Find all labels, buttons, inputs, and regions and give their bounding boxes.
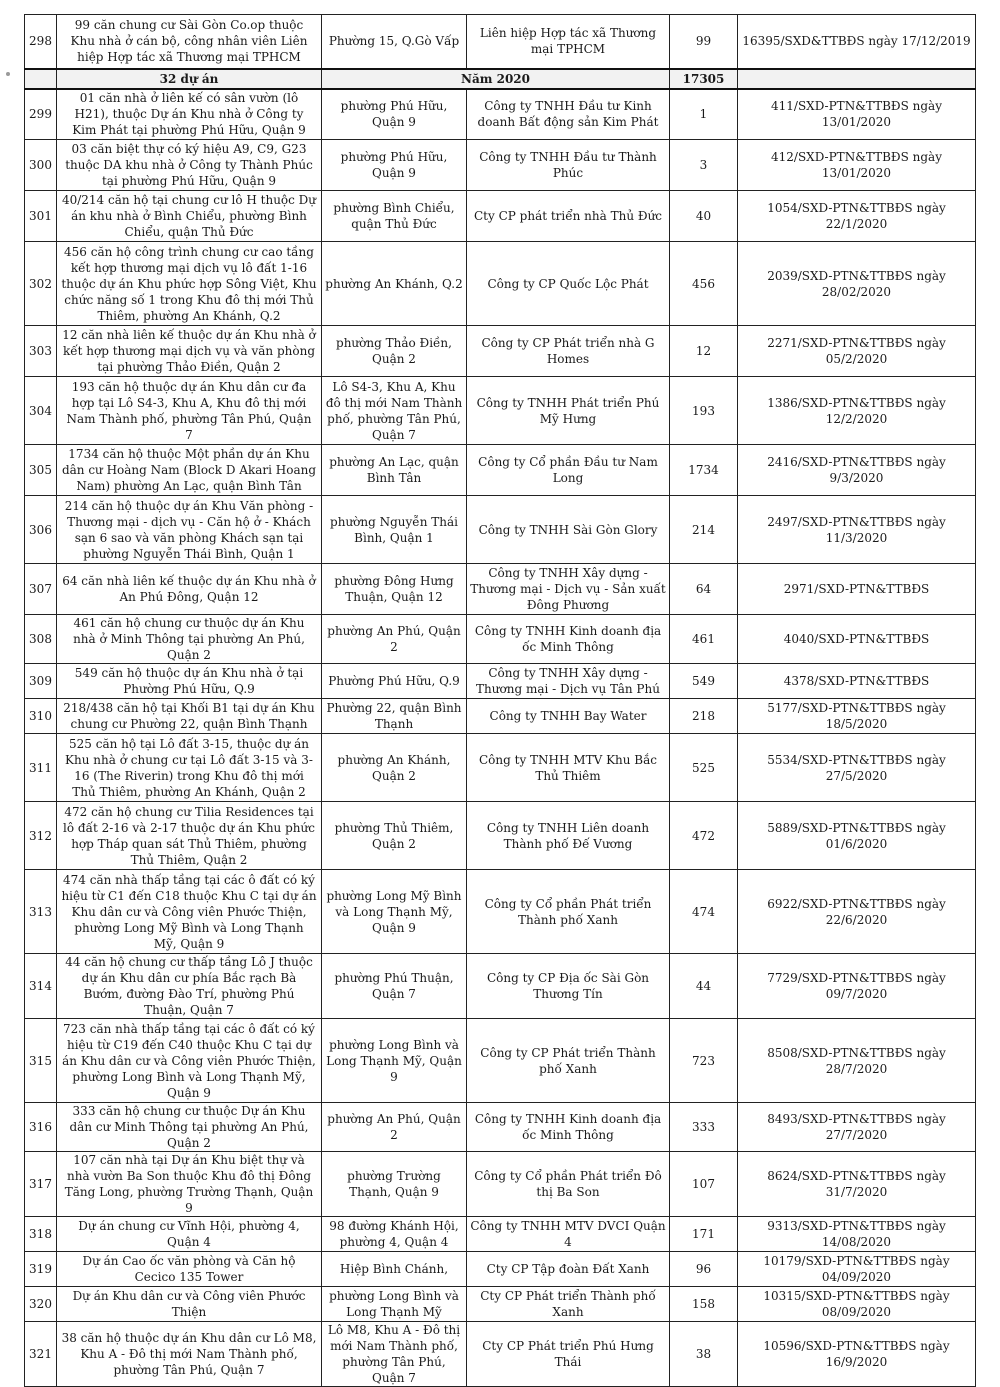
project-description: 472 căn hộ chung cư Tilia Residences tại lô đất 2-16 và 2-17 thuộc dự án Khu phức hợp Tháp quan sát Thủ Thiêm, phường Thủ Thiêm, Quận 2 — [57, 802, 322, 870]
table-row — [25, 1152, 976, 1217]
row-number: 303 — [25, 326, 57, 377]
table-row — [25, 140, 976, 191]
project-description: 461 căn hộ chung cư thuộc dự án Khu nhà ở Minh Thông tại phường An Phú, Quận 2 — [57, 615, 322, 664]
table-row — [25, 445, 976, 496]
project-location: phường Phú Thuận, Quận 7 — [322, 954, 467, 1019]
project-investor: Công ty CP Địa ốc Sài Gòn Thương Tín — [467, 954, 670, 1019]
approval-document: 10179/SXD-PTN&TTBĐS ngày 04/09/2020 — [738, 1252, 976, 1287]
row-number: 304 — [25, 377, 57, 445]
project-investor: Công ty TNHH Đầu tư Thành Phúc — [467, 140, 670, 191]
table-row — [25, 15, 976, 69]
table-row — [25, 870, 976, 954]
project-location: phường An Phú, Quận 2 — [322, 1103, 467, 1152]
project-investor: Công ty TNHH Kinh doanh địa ốc Minh Thông — [467, 1103, 670, 1152]
project-location: phường An Khánh, Q.2 — [322, 242, 467, 326]
project-description: 38 căn hộ thuộc dự án Khu dân cư Lô M8, Khu A - Đô thị mới Nam Thành phố, phường Tân Phú, Quận 7 — [57, 1322, 322, 1387]
unit-count: 12 — [670, 326, 738, 377]
table-row — [25, 191, 976, 242]
project-location: Lô M8, Khu A - Đô thị mới Nam Thành phố, phường Tân Phú, Quận 7 — [322, 1322, 467, 1387]
project-description: Dự án Cao ốc văn phòng và Căn hộ Cecico 135 Tower — [57, 1252, 322, 1287]
unit-count: 40 — [670, 191, 738, 242]
project-description: 723 căn nhà thấp tầng tại các ô đất có ký hiệu từ C19 đến C40 thuộc Khu C tại dự án Khu dân cư và Công viên Phước Thiện, phường Long Bình và Long Thạnh Mỹ, Quận 9 — [57, 1019, 322, 1103]
project-table — [24, 14, 976, 1387]
table-row — [25, 496, 976, 564]
table-row — [25, 699, 976, 734]
table-row — [25, 802, 976, 870]
group-total-units: 17305 — [670, 69, 738, 89]
project-investor: Công ty TNHH Bay Water — [467, 699, 670, 734]
project-description: 214 căn hộ thuộc dự án Khu Văn phòng - Thương mại - dịch vụ - Căn hộ ở - Khách sạn 6 sao và văn phòng Khách sạn tại phường Nguyễn Thái Bình, Quận 1 — [57, 496, 322, 564]
project-description: 64 căn nhà liên kế thuộc dự án Khu nhà ở An Phú Đông, Quận 12 — [57, 564, 322, 615]
table-row — [25, 89, 976, 140]
approval-document: 1386/SXD-PTN&TTBĐS ngày 12/2/2020 — [738, 377, 976, 445]
project-description: 333 căn hộ chung cư thuộc Dự án Khu dân cư Minh Thông tại phường An Phú, Quận 2 — [57, 1103, 322, 1152]
project-investor: Công ty CP Quốc Lộc Phát — [467, 242, 670, 326]
approval-document: 7729/SXD-PTN&TTBĐS ngày 09/7/2020 — [738, 954, 976, 1019]
unit-count: 44 — [670, 954, 738, 1019]
approval-document: 2971/SXD-PTN&TTBĐS — [738, 564, 976, 615]
approval-document: 2416/SXD-PTN&TTBĐS ngày 9/3/2020 — [738, 445, 976, 496]
project-investor: Liên hiệp Hợp tác xã Thương mại TPHCM — [467, 15, 670, 69]
row-number: 311 — [25, 734, 57, 802]
project-description: 549 căn hộ thuộc dự án Khu nhà ở tại Phường Phú Hữu, Q.9 — [57, 664, 322, 699]
unit-count: 214 — [670, 496, 738, 564]
scan-speck — [6, 72, 10, 76]
table-body — [25, 15, 976, 1387]
project-location: phường An Lạc, quận Bình Tân — [322, 445, 467, 496]
row-number: 299 — [25, 89, 57, 140]
approval-document: 2497/SXD-PTN&TTBĐS ngày 11/3/2020 — [738, 496, 976, 564]
unit-count: 3 — [670, 140, 738, 191]
project-investor: Công ty Cổ phần Phát triển Đô thị Ba Son — [467, 1152, 670, 1217]
unit-count: 333 — [670, 1103, 738, 1152]
project-investor: Công ty TNHH Xây dựng - Thương mại - Dịch vụ - Sản xuất Đông Phương — [467, 564, 670, 615]
approval-document: 2271/SXD-PTN&TTBĐS ngày 05/2/2020 — [738, 326, 976, 377]
approval-document: 8624/SXD-PTN&TTBĐS ngày 31/7/2020 — [738, 1152, 976, 1217]
row-number: 319 — [25, 1252, 57, 1287]
unit-count: 193 — [670, 377, 738, 445]
unit-count: 158 — [670, 1287, 738, 1322]
unit-count: 549 — [670, 664, 738, 699]
table-row — [25, 664, 976, 699]
project-description: 40/214 căn hộ tại chung cư lô H thuộc Dự án khu nhà ở Bình Chiểu, phường Bình Chiểu, quận Thủ Đức — [57, 191, 322, 242]
project-location: phường An Khánh, Quận 2 — [322, 734, 467, 802]
project-location: Lô S4-3, Khu A, Khu đô thị mới Nam Thành phố, phường Tân Phú, Quận 7 — [322, 377, 467, 445]
approval-document: 4040/SXD-PTN&TTBĐS — [738, 615, 976, 664]
unit-count: 38 — [670, 1322, 738, 1387]
row-number: 316 — [25, 1103, 57, 1152]
table-row — [25, 564, 976, 615]
project-investor: Công ty TNHH Phát triển Phú Mỹ Hưng — [467, 377, 670, 445]
project-investor: Công ty TNHH Xây dựng - Thương mại - Dịch vụ Tân Phú — [467, 664, 670, 699]
project-investor: Cty CP Phát triển Thành phố Xanh — [467, 1287, 670, 1322]
unit-count: 474 — [670, 870, 738, 954]
project-location: 98 đường Khánh Hội, phường 4, Quận 4 — [322, 1217, 467, 1252]
approval-document: 412/SXD-PTN&TTBĐS ngày 13/01/2020 — [738, 140, 976, 191]
row-number: 314 — [25, 954, 57, 1019]
row-number: 313 — [25, 870, 57, 954]
project-location: phường Long Bình và Long Thạnh Mỹ — [322, 1287, 467, 1322]
table-row — [25, 954, 976, 1019]
unit-count: 171 — [670, 1217, 738, 1252]
project-description: 474 căn nhà thấp tầng tại các ô đất có ký hiệu từ C1 đến C18 thuộc Khu C tại dự án Khu dân cư và Công viên Phước Thiện, phường Long Mỹ Bình và Long Thạnh Mỹ, Quận 9 — [57, 870, 322, 954]
row-number: 305 — [25, 445, 57, 496]
unit-count: 218 — [670, 699, 738, 734]
row-number: 309 — [25, 664, 57, 699]
project-investor: Công ty TNHH Đầu tư Kinh doanh Bất động sản Kim Phát — [467, 89, 670, 140]
unit-count: 472 — [670, 802, 738, 870]
approval-document: 2039/SXD-PTN&TTBĐS ngày 28/02/2020 — [738, 242, 976, 326]
table-row — [25, 242, 976, 326]
row-number: 315 — [25, 1019, 57, 1103]
row-number: 310 — [25, 699, 57, 734]
approval-document: 8508/SXD-PTN&TTBĐS ngày 28/7/2020 — [738, 1019, 976, 1103]
project-description: 44 căn hộ chung cư thấp tầng Lô J thuộc dự án Khu dân cư phía Bắc rạch Bà Bướm, đường Đào Trí, phường Phú Thuận, Quận 7 — [57, 954, 322, 1019]
row-number: 306 — [25, 496, 57, 564]
project-description: 525 căn hộ tại Lô đất 3-15, thuộc dự án Khu nhà ở chung cư tại Lô đất 3-15 và 3-16 (The Riverin) trong Khu đô thị mới Thủ Thiêm, phường An Khánh, Quận 2 — [57, 734, 322, 802]
project-description: 12 căn nhà liên kế thuộc dự án Khu nhà ở kết hợp thương mại dịch vụ và văn phòng tại phường Thảo Điền, Quận 2 — [57, 326, 322, 377]
row-number: 298 — [25, 15, 57, 69]
project-description: 456 căn hộ công trình chung cư cao tầng kết hợp thương mại dịch vụ lô đất 1-16 thuộc dự án Khu phức hợp Sông Việt, Khu chức năng số 1 trong Khu đô thị mới Thủ Thiêm, phường An Khánh, Q.2 — [57, 242, 322, 326]
row-number: 302 — [25, 242, 57, 326]
approval-document: 1054/SXD-PTN&TTBĐS ngày 22/1/2020 — [738, 191, 976, 242]
approval-document: 5889/SXD-PTN&TTBĐS ngày 01/6/2020 — [738, 802, 976, 870]
project-investor: Công ty TNHH Sài Gòn Glory — [467, 496, 670, 564]
project-description: 107 căn nhà tại Dự án Khu biệt thự và nhà vườn Ba Son thuộc Khu đô thị Đông Tăng Long, phường Trường Thạnh, Quận 9 — [57, 1152, 322, 1217]
project-location: Phường 22, quận Bình Thạnh — [322, 699, 467, 734]
group-year: Năm 2020 — [322, 69, 670, 89]
project-investor: Công ty Cổ phần Phát triển Thành phố Xanh — [467, 870, 670, 954]
project-location: phường An Phú, Quận 2 — [322, 615, 467, 664]
row-number: 308 — [25, 615, 57, 664]
unit-count: 99 — [670, 15, 738, 69]
project-location: phường Phú Hữu, Quận 9 — [322, 89, 467, 140]
project-description: 193 căn hộ thuộc dự án Khu dân cư đa hợp tại Lô S4-3, Khu A, Khu đô thị mới Nam Thành phố, phường Tân Phú, Quận 7 — [57, 377, 322, 445]
row-number: 317 — [25, 1152, 57, 1217]
project-description: 01 căn nhà ở liên kế có sân vườn (lô H21), thuộc Dự án Khu nhà ở Công ty Kim Phát tại phường Phú Hữu, Quận 9 — [57, 89, 322, 140]
table-row — [25, 377, 976, 445]
approval-document: 5177/SXD-PTN&TTBĐS ngày 18/5/2020 — [738, 699, 976, 734]
project-location: phường Phú Hữu, Quận 9 — [322, 140, 467, 191]
project-location: phường Nguyễn Thái Bình, Quận 1 — [322, 496, 467, 564]
approval-document: 9313/SXD-PTN&TTBĐS ngày 14/08/2020 — [738, 1217, 976, 1252]
project-description: Dự án Khu dân cư và Công viên Phước Thiện — [57, 1287, 322, 1322]
unit-count: 723 — [670, 1019, 738, 1103]
table-row — [25, 1103, 976, 1152]
row-number: 318 — [25, 1217, 57, 1252]
project-description: 99 căn chung cư Sài Gòn Co.op thuộc Khu nhà ở cán bộ, công nhân viên Liên hiệp Hợp tác xã Thương mại TPHCM — [57, 15, 322, 69]
unit-count: 456 — [670, 242, 738, 326]
group-blank-cell — [25, 69, 57, 89]
row-number: 307 — [25, 564, 57, 615]
project-description: Dự án chung cư Vĩnh Hội, phường 4, Quận 4 — [57, 1217, 322, 1252]
approval-document: 16395/SXD&TTBĐS ngày 17/12/2019 — [738, 15, 976, 69]
project-description: 218/438 căn hộ tại Khối B1 tại dự án Khu chung cư Phường 22, quận Bình Thạnh — [57, 699, 322, 734]
unit-count: 1 — [670, 89, 738, 140]
table-row — [25, 615, 976, 664]
row-number: 320 — [25, 1287, 57, 1322]
unit-count: 461 — [670, 615, 738, 664]
approval-document: 5534/SXD-PTN&TTBĐS ngày 27/5/2020 — [738, 734, 976, 802]
table-row — [25, 326, 976, 377]
approval-document: 10596/SXD-PTN&TTBĐS ngày 16/9/2020 — [738, 1322, 976, 1387]
project-location: phường Bình Chiểu, quận Thủ Đức — [322, 191, 467, 242]
project-location: phường Thủ Thiêm, Quận 2 — [322, 802, 467, 870]
project-location: phường Đông Hưng Thuận, Quận 12 — [322, 564, 467, 615]
unit-count: 107 — [670, 1152, 738, 1217]
unit-count: 96 — [670, 1252, 738, 1287]
approval-document: 6922/SXD-PTN&TTBĐS ngày 22/6/2020 — [738, 870, 976, 954]
project-location: phường Long Mỹ Bình và Long Thạnh Mỹ, Quận 9 — [322, 870, 467, 954]
project-description: 1734 căn hộ thuộc Một phần dự án Khu dân cư Hoàng Nam (Block D Akari Hoang Nam) phường An Lạc, quận Bình Tân — [57, 445, 322, 496]
table-row — [25, 1217, 976, 1252]
project-investor: Công ty TNHH Liên doanh Thành phố Đế Vương — [467, 802, 670, 870]
project-investor: Công ty TNHH MTV DVCI Quận 4 — [467, 1217, 670, 1252]
approval-document: 8493/SXD-PTN&TTBĐS ngày 27/7/2020 — [738, 1103, 976, 1152]
row-number: 300 — [25, 140, 57, 191]
project-location: phường Long Bình và Long Thạnh Mỹ, Quận 9 — [322, 1019, 467, 1103]
table-row — [25, 1322, 976, 1387]
table-row — [25, 1252, 976, 1287]
project-investor: Công ty CP Phát triển nhà G Homes — [467, 326, 670, 377]
table-row — [25, 734, 976, 802]
project-investor: Công ty CP Phát triển Thành phố Xanh — [467, 1019, 670, 1103]
table-row — [25, 1019, 976, 1103]
year-group-row — [25, 69, 976, 89]
unit-count: 525 — [670, 734, 738, 802]
project-location: Phường Phú Hữu, Q.9 — [322, 664, 467, 699]
project-location: Phường 15, Q.Gò Vấp — [322, 15, 467, 69]
row-number: 301 — [25, 191, 57, 242]
project-location: phường Trường Thạnh, Quận 9 — [322, 1152, 467, 1217]
project-investor: Công ty TNHH MTV Khu Bắc Thủ Thiêm — [467, 734, 670, 802]
project-investor: Cty CP Tập đoàn Đất Xanh — [467, 1252, 670, 1287]
project-investor: Cty CP Phát triển Phú Hưng Thái — [467, 1322, 670, 1387]
project-location: Hiệp Bình Chánh, — [322, 1252, 467, 1287]
project-investor: Cty CP phát triển nhà Thủ Đức — [467, 191, 670, 242]
approval-document: 4378/SXD-PTN&TTBĐS — [738, 664, 976, 699]
table-row — [25, 1287, 976, 1322]
unit-count: 64 — [670, 564, 738, 615]
unit-count: 1734 — [670, 445, 738, 496]
project-location: phường Thảo Điền, Quận 2 — [322, 326, 467, 377]
group-project-count: 32 dự án — [57, 69, 322, 89]
row-number: 312 — [25, 802, 57, 870]
project-investor: Công ty Cổ phần Đầu tư Nam Long — [467, 445, 670, 496]
project-description: 03 căn biệt thự có ký hiệu A9, C9, G23 thuộc DA khu nhà ở Công ty Thành Phúc tại phường Phú Hữu, Quận 9 — [57, 140, 322, 191]
row-number: 321 — [25, 1322, 57, 1387]
group-blank-cell — [738, 69, 976, 89]
approval-document: 10315/SXD-PTN&TTBĐS ngày 08/09/2020 — [738, 1287, 976, 1322]
approval-document: 411/SXD-PTN&TTBĐS ngày 13/01/2020 — [738, 89, 976, 140]
project-investor: Công ty TNHH Kinh doanh địa ốc Minh Thông — [467, 615, 670, 664]
